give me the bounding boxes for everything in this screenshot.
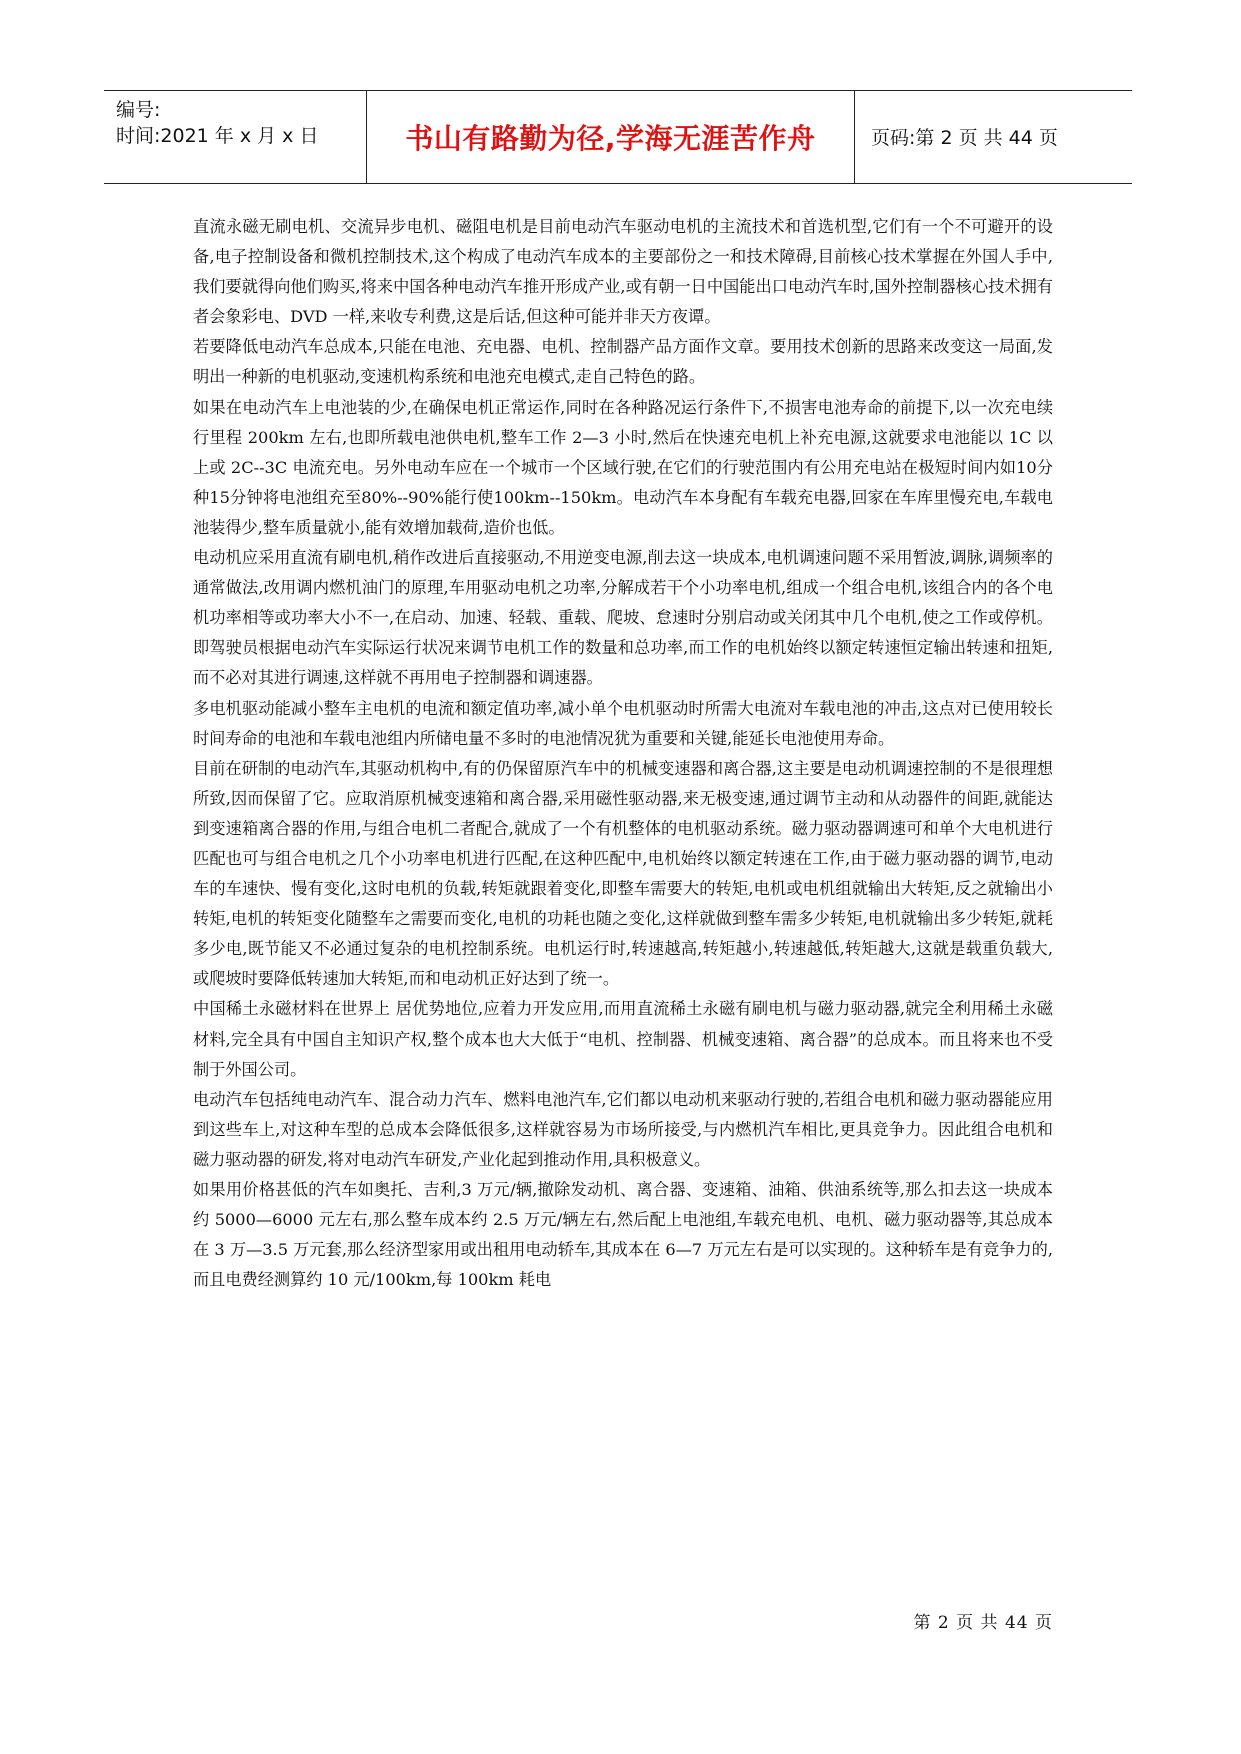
header-left-cell xyxy=(104,91,366,183)
header-page-info: 页码:第 2 页 共 44 页 xyxy=(871,127,1058,149)
header-right-cell xyxy=(855,91,1132,183)
body-paragraph: 中国稀土永磁材料在世界上 居优势地位,应着力开发应用,而用直流稀土永磁有刷电机与磁力驱动器,就完全利用稀土永磁材料,完全具有中国自主知识产权,整个成本也大大低于“电机、控制器、机械变速箱、离合器”的总成本。而且将来也不受制于外国公司。 xyxy=(193,999,1053,1079)
body-paragraph: 电动机应采用直流有刷电机,稍作改进后直接驱动,不用逆变电源,削去这一块成本,电机调速问题不采用暂波,调脉,调频率的通常做法,改用调内燃机油门的原理,车用驱动电机之功率,分解成若干个小功率电机,组成一个组合电机,该组合内的各个电机功率相等或功率大小不一,在启动、加速、轻载、重载、爬坡、怠速时分别启动或关闭其中几个电机,使之工作或停机。即驾驶员根据电动汽车实际运行状况来调节电机工作的数量和总功率,而工作的电机始终以额定转速恒定输出转速和扭矩,而不必对其进行调速,这样就不再用电子控制器和调速器。 xyxy=(193,548,1053,688)
document-number-label: 编号: xyxy=(116,99,161,121)
document-body xyxy=(193,212,1053,1295)
body-paragraph: 如果用价格甚低的汽车如奥托、吉利,3 万元/辆,撤除发动机、离合器、变速箱、油箱、供油系统等,那么扣去这一块成本约 5000—6000 元左右,那么整车成本约 2.5 万元/辆左右,然后配上电池组,车载充电机、电机、磁力驱动器等,其总成本在 3 万—3.5 万元套,那么经济型家用或出租用电动轿车,其成本在 6—7 万元左右是可以实现的。这种轿车是有竞争力的,而且电费经测算约 10 元/100km,每 100km 耗电 xyxy=(193,1180,1053,1290)
page-footer: 第 2 页 共 44 页 xyxy=(913,1613,1053,1633)
page-header xyxy=(104,90,1132,184)
body-paragraph: 目前在研制的电动汽车,其驱动机构中,有的仍保留原汽车中的机械变速器和离合器,这主要是电动机调速控制的不是很理想所致,因而保留了它。应取消原机械变速箱和离合器,采用磁性驱动器,来无极变速,通过调节主动和从动器件的间距,就能达到变速箱离合器的作用,与组合电机二者配合,就成了一个有机整体的电机驱动系统。磁力驱动器调速可和单个大电机进行匹配也可与组合电机之几个小功率电机进行匹配,在这种匹配中,电机始终以额定转速在工作,由于磁力驱动器的调节,电动车的车速快、慢有变化,这时电机的负载,转矩就跟着变化,即整车需要大的转矩,电机或电机组就输出大转矩,反之就输出小转矩,电机的转矩变化随整车之需要而变化,电机的功耗也随之变化,这样就做到整车需多少转矩,电机就输出多少转矩,就耗多少电,既节能又不必通过复杂的电机控制系统。电机运行时,转速越高,转矩越小,转速越低,转矩越大,这就是载重负载大,或爬坡时要降低转速加大转矩,而和电动机正好达到了统一。 xyxy=(193,758,1053,989)
header-middle-cell xyxy=(366,91,855,183)
body-paragraph: 多电机驱动能减小整车主电机的电流和额定值功率,减小单个电机驱动时所需大电流对车载电池的冲击,这点对已使用较长时间寿命的电池和车载电池组内所储电量不多时的电池情况犹为重要和关键,能延长电池使用寿命。 xyxy=(193,698,1053,748)
document-time-label: 时间:2021 年 x 月 x 日 xyxy=(116,125,319,147)
body-paragraph: 若要降低电动汽车总成本,只能在电池、充电器、电机、控制器产品方面作文章。要用技术创新的思路来改变这一局面,发明出一种新的电机驱动,变速机构系统和电池充电模式,走自己特色的路。 xyxy=(193,337,1053,387)
body-paragraph: 如果在电动汽车上电池装的少,在确保电机正常运作,同时在各种路况运行条件下,不损害电池寿命的前提下,以一次充电续行里程 200km 左右,也即所载电池供电机,整车工作 2—3 小时,然后在快速充电机上补充电源,这就要求电池能以 1C 以上或 2C--3C 电流充电。另外电动车应在一个城市一个区域行驶,在它们的行驶范围内有公用充电站在极短时间内如10分种15分钟将电池组充至80%--90%能行使100km--150km。电动汽车本身配有车载充电器,回家在车库里慢充电,车载电池装得少,整车质量就小,能有效增加载荷,造价也低。 xyxy=(193,397,1053,537)
body-paragraph: 直流永磁无刷电机、交流异步电机、磁阻电机是目前电动汽车驱动电机的主流技术和首选机型,它们有一个不可避开的设备,电子控制设备和微机控制技术,这个构成了电动汽车成本的主要部份之一和技术障碍,目前核心技术掌握在外国人手中,我们要就得向他们购买,将来中国各种电动汽车推开形成产业,或有朝一日中国能出口电动汽车时,国外控制器核心技术拥有者会象彩电、DVD 一样,来收专利费,这是后话,但这种可能并非天方夜谭。 xyxy=(193,217,1054,327)
body-paragraph: 电动汽车包括纯电动汽车、混合动力汽车、燃料电池汽车,它们都以电动机来驱动行驶的,若组合电机和磁力驱动器能应用到这些车上,对这种车型的总成本会降低很多,这样就容易为市场所接受,与内燃机汽车相比,更具竞争力。因此组合电机和磁力驱动器的研发,将对电动汽车研发,产业化起到推动作用,具积极意义。 xyxy=(193,1089,1053,1169)
header-motto: 书山有路勤为径,学海无涯苦作舟 xyxy=(405,122,816,155)
